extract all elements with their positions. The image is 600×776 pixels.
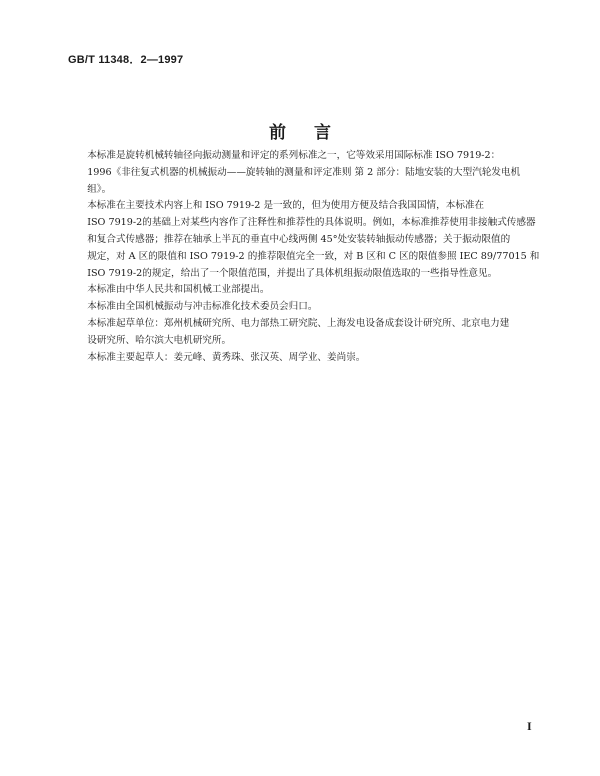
paragraph-drafting-units [68,316,550,350]
standard-code: GB/T 11348．2—1997 [68,54,184,66]
paragraph-committee [68,299,550,316]
page-number: I [527,719,532,733]
text-line: 组》。 [87,183,112,195]
text-line: 本标准起草单位：郑州机械研究所、电力部热工研究院、上海发电设备成套设计研究所、北京电力建 [87,317,510,329]
text-line: 和复合式传感器；推荐在轴承上半瓦的垂直中心线两侧 45°处安装转轴振动传感器；关于振动限值的 [87,233,511,245]
text-line: 本标准由全国机械振动与冲击标准化技术委员会归口。 [87,301,318,313]
text-line: 本标准是旋转机械转轴径向振动测量和评定的系列标准之一，它等效采用国际标准 ISO 7919-2： [87,150,501,161]
page-title: 前言 [269,123,359,143]
text-line: 设研究所、哈尔滨大电机研究所。 [87,334,232,346]
text-line: 本标准主要起草人：姜元峰、黄秀珠、张汉英、周学业、姜尚崇。 [87,351,366,363]
foreword-body [68,148,550,366]
text-line: 本标准在主要技术内容上和 ISO 7919-2 是一致的，但为使用方便及结合我国国情，本标准在 [87,200,485,212]
paragraph-scope [68,148,550,198]
text-line: 规定，对 A 区的限值和 ISO 7919-2 的推荐限值完全一致，对 B 区和 C 区的限值参照 IEC 89/77015 和 [87,250,540,262]
text-line: ISO 7919-2的基础上对某些内容作了注释性和推荐性的具体说明。例如，本标准推荐使用非接触式传感器 [87,217,536,229]
paragraph-drafters [68,350,550,367]
paragraph-proposer [68,282,550,299]
text-line: 1996《非往复式机器的机械振动——旋转轴的测量和评定准则 第 2 部分：陆地安装的大型汽轮发电机 [87,166,521,178]
text-line: ISO 7919-2的规定，给出了一个限值范围，并提出了具体机组振动限值选取的一些指导性意见。 [87,267,498,279]
text-line: 本标准由中华人民共和国机械工业部提出。 [87,284,270,296]
paragraph-technical-content [68,198,550,282]
